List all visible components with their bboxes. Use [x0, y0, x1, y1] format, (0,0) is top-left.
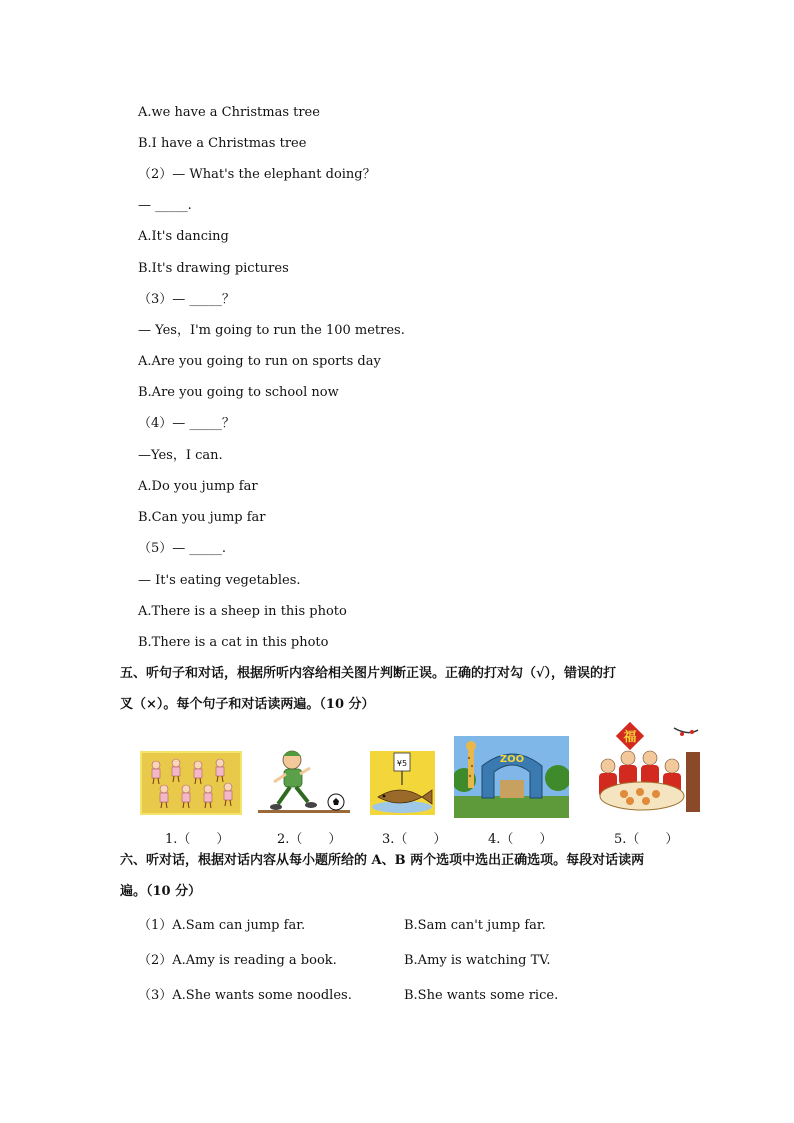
section-heading: 叉（×）。每个句子和对话读两遍。（10 分）: [120, 697, 375, 712]
option-a: （2）A.Amy is reading a book.: [138, 953, 337, 968]
question-text: （2）— What's the elephant doing？: [138, 167, 376, 182]
boy-running-ball-picture: [258, 746, 350, 816]
option-b: B.She wants some rice.: [404, 988, 559, 1003]
option-a: （1）A.Sam can jump far.: [138, 918, 306, 933]
question-text: B.It's drawing pictures: [138, 261, 289, 276]
question-text: （4）— _____？: [138, 416, 235, 431]
question-text: （3）— _____？: [138, 292, 235, 307]
section-heading: 六、听对话，根据对话内容从每小题所给的 A、B 两个选项中选出正确选项。每段对话读两: [120, 853, 645, 868]
picture-caption: 4.（ ）: [488, 832, 553, 847]
option-b: B.Sam can't jump far.: [404, 918, 546, 933]
question-text: B.I have a Christmas tree: [138, 136, 307, 151]
question-text: A.Do you jump far: [138, 479, 258, 494]
question-text: A.There is a sheep in this photo: [138, 604, 347, 619]
question-text: —Yes，I can.: [138, 448, 223, 463]
question-text: A.Are you going to run on sports day: [138, 354, 381, 369]
question-text: — _____.: [138, 198, 192, 213]
fu-character: 福: [623, 730, 637, 745]
question-text: — Yes，I'm going to run the 100 metres.: [138, 323, 405, 338]
question-text: — It's eating vegetables.: [138, 573, 301, 588]
section-heading: 五、听句子和对话，根据所听内容给相关图片判断正误。正确的打对勾（√），错误的打: [120, 666, 617, 681]
question-text: B.There is a cat in this photo: [138, 635, 329, 650]
question-text: A.It's dancing: [138, 229, 229, 244]
price-sign-text: ¥5: [396, 759, 408, 768]
picture-caption: 5.（ ）: [614, 832, 679, 847]
option-b: B.Amy is watching TV.: [404, 953, 551, 968]
question-text: B.Are you going to school now: [138, 385, 339, 400]
fish-price-sign-picture: [370, 751, 435, 815]
question-text: （5）— _____.: [138, 541, 227, 556]
picture-caption: 1.（ ）: [165, 832, 230, 847]
picture-caption: 3.（ ）: [382, 832, 447, 847]
question-text: B.Can you jump far: [138, 510, 266, 525]
zoo-gate-picture: [454, 736, 569, 818]
dancing-girls-picture: [140, 751, 242, 815]
picture-caption: 2.（ ）: [277, 832, 342, 847]
question-text: A.we have a Christmas tree: [138, 105, 320, 120]
option-a: （3）A.She wants some noodles.: [138, 988, 352, 1003]
section-heading: 遍。（10 分）: [120, 884, 202, 899]
family-dinner-picture: [584, 722, 704, 820]
zoo-gate-text: ZOO: [499, 754, 525, 765]
